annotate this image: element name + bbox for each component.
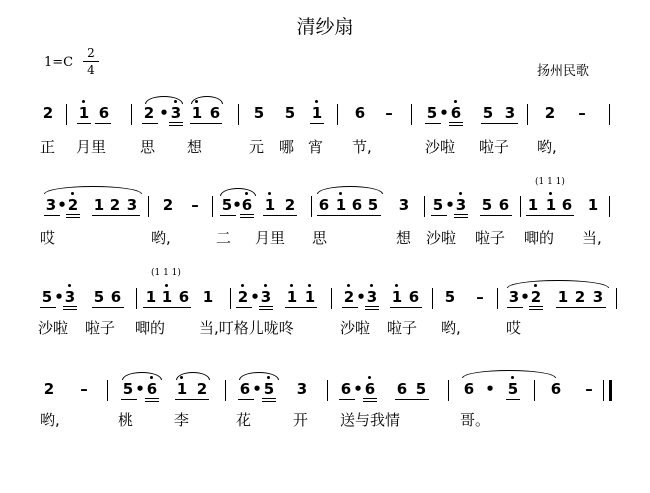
lyric: 沙啦 [340, 319, 371, 337]
note-dot: • [57, 196, 67, 214]
note: 6 [396, 380, 408, 398]
note: 6 [498, 196, 510, 214]
note: 1 [304, 288, 316, 306]
note: 6 [239, 380, 251, 398]
dash: – [585, 380, 593, 398]
lyric: 元 [249, 138, 265, 156]
note-dot: • [356, 288, 366, 306]
lyric: 开 [293, 411, 309, 429]
note-dot: • [520, 288, 530, 306]
note: 3 [366, 288, 378, 306]
note: 3 [508, 288, 520, 306]
lyric: 啦子 [479, 138, 510, 156]
lyric: 桃 [118, 411, 134, 429]
note: 3 [398, 196, 410, 214]
note: 2 [237, 288, 249, 306]
note: 3 [45, 196, 57, 214]
song-title: 清纱扇 [296, 16, 354, 38]
note: 1 [145, 288, 157, 306]
note: 1 [191, 104, 203, 122]
note-dot: • [135, 380, 145, 398]
note-dot: • [232, 196, 242, 214]
note: 5 [415, 380, 427, 398]
note: 2 [43, 380, 55, 398]
note: 5 [221, 196, 233, 214]
note-dot: • [353, 380, 363, 398]
lyric: 月里 [255, 229, 286, 247]
note: 2 [544, 104, 556, 122]
note: 2 [67, 196, 79, 214]
lyric: 哎 [40, 229, 56, 247]
lyric: 哪 [279, 138, 295, 156]
note: 6 [209, 104, 221, 122]
note: 3 [504, 104, 516, 122]
note: 2 [162, 196, 174, 214]
key-signature: 1=C [44, 55, 74, 70]
note: 3 [126, 196, 138, 214]
dash: – [476, 288, 484, 306]
time-signature-bottom: 4 [87, 63, 95, 77]
note: 5 [122, 380, 134, 398]
note: 5 [482, 104, 494, 122]
grace-notes: (1 1 1) [535, 177, 565, 187]
note: 1 [176, 380, 188, 398]
note: 5 [432, 196, 444, 214]
time-signature-top: 2 [87, 46, 95, 60]
note: 1 [587, 196, 599, 214]
note: 1 [527, 196, 539, 214]
note: 5 [507, 380, 519, 398]
note: 1 [93, 196, 105, 214]
note: 3 [592, 288, 604, 306]
note: 3 [170, 104, 182, 122]
lyric: 啦子 [85, 319, 116, 337]
note: 5 [263, 380, 275, 398]
note: 5 [253, 104, 265, 122]
note: 5 [284, 104, 296, 122]
note-dot: • [439, 104, 449, 122]
note: 1 [335, 196, 347, 214]
note: 1 [264, 196, 276, 214]
lyric: 李 [174, 411, 190, 429]
lyric: 哟, [441, 319, 461, 337]
dash: – [385, 104, 393, 122]
note: 5 [481, 196, 493, 214]
note: 6 [450, 104, 462, 122]
note-dot: • [159, 104, 169, 122]
grace-notes: (1 1 1) [151, 268, 181, 278]
note: 1 [286, 288, 298, 306]
lyric: 沙啦 [426, 229, 457, 247]
note-dot: • [250, 288, 260, 306]
note: 3 [260, 288, 272, 306]
lyric: 沙啦 [425, 138, 456, 156]
lyric: 沙啦 [38, 319, 69, 337]
note: 6 [463, 380, 475, 398]
note: 6 [146, 380, 158, 398]
note: 2 [42, 104, 54, 122]
lyric: 哎 [506, 319, 522, 337]
lyric: 啦子 [387, 319, 418, 337]
dash: – [578, 104, 586, 122]
lyric: 当,叮格儿咙咚 [199, 319, 294, 337]
note: 1 [545, 196, 557, 214]
note: 1 [202, 288, 214, 306]
lyric: 哟, [151, 229, 171, 247]
lyric: 想 [187, 138, 203, 156]
note: 2 [284, 196, 296, 214]
note: 6 [354, 104, 366, 122]
note: 6 [318, 196, 330, 214]
note: 2 [574, 288, 586, 306]
note: 6 [561, 196, 573, 214]
note: 2 [343, 288, 355, 306]
note: 5 [93, 288, 105, 306]
note: 5 [41, 288, 53, 306]
song-source: 扬州民歌 [537, 64, 590, 79]
note: 3 [296, 380, 308, 398]
note: 6 [351, 196, 363, 214]
note: 1 [78, 104, 90, 122]
lyric: 节, [352, 138, 372, 156]
note: 1 [391, 288, 403, 306]
note: 2 [143, 104, 155, 122]
note: 6 [364, 380, 376, 398]
note: 5 [444, 288, 456, 306]
lyric: 思 [312, 229, 328, 247]
note: 2 [109, 196, 121, 214]
note: 6 [241, 196, 253, 214]
note: 5 [426, 104, 438, 122]
note: 6 [178, 288, 190, 306]
note: 3 [64, 288, 76, 306]
lyric: 思 [140, 138, 156, 156]
lyric: 哟, [537, 138, 557, 156]
lyric: 月里 [76, 138, 107, 156]
note: 5 [367, 196, 379, 214]
lyric: 想 [396, 229, 412, 247]
lyric: 宵 [308, 138, 324, 156]
dash: – [80, 380, 88, 398]
note-dot: • [54, 288, 64, 306]
note-dot: • [485, 380, 495, 398]
note: 6 [408, 288, 420, 306]
dash: – [191, 196, 199, 214]
note: 1 [557, 288, 569, 306]
note: 1 [311, 104, 323, 122]
lyric: 花 [236, 411, 252, 429]
note: 2 [196, 380, 208, 398]
lyric: 正 [40, 138, 56, 156]
note-dot: • [252, 380, 262, 398]
lyric: 当, [582, 229, 602, 247]
note: 6 [340, 380, 352, 398]
lyric: 哟, [40, 411, 60, 429]
lyric: 啦子 [475, 229, 506, 247]
lyric: 送与我情 [340, 411, 401, 429]
lyric: 唧的 [524, 229, 555, 247]
lyric: 二 [216, 229, 232, 247]
note: 1 [161, 288, 173, 306]
note: 6 [98, 104, 110, 122]
note: 6 [110, 288, 122, 306]
note: 6 [550, 380, 562, 398]
note: 3 [455, 196, 467, 214]
note: 2 [530, 288, 542, 306]
lyric: 哥。 [460, 411, 491, 429]
note-dot: • [445, 196, 455, 214]
lyric: 唧的 [135, 319, 166, 337]
